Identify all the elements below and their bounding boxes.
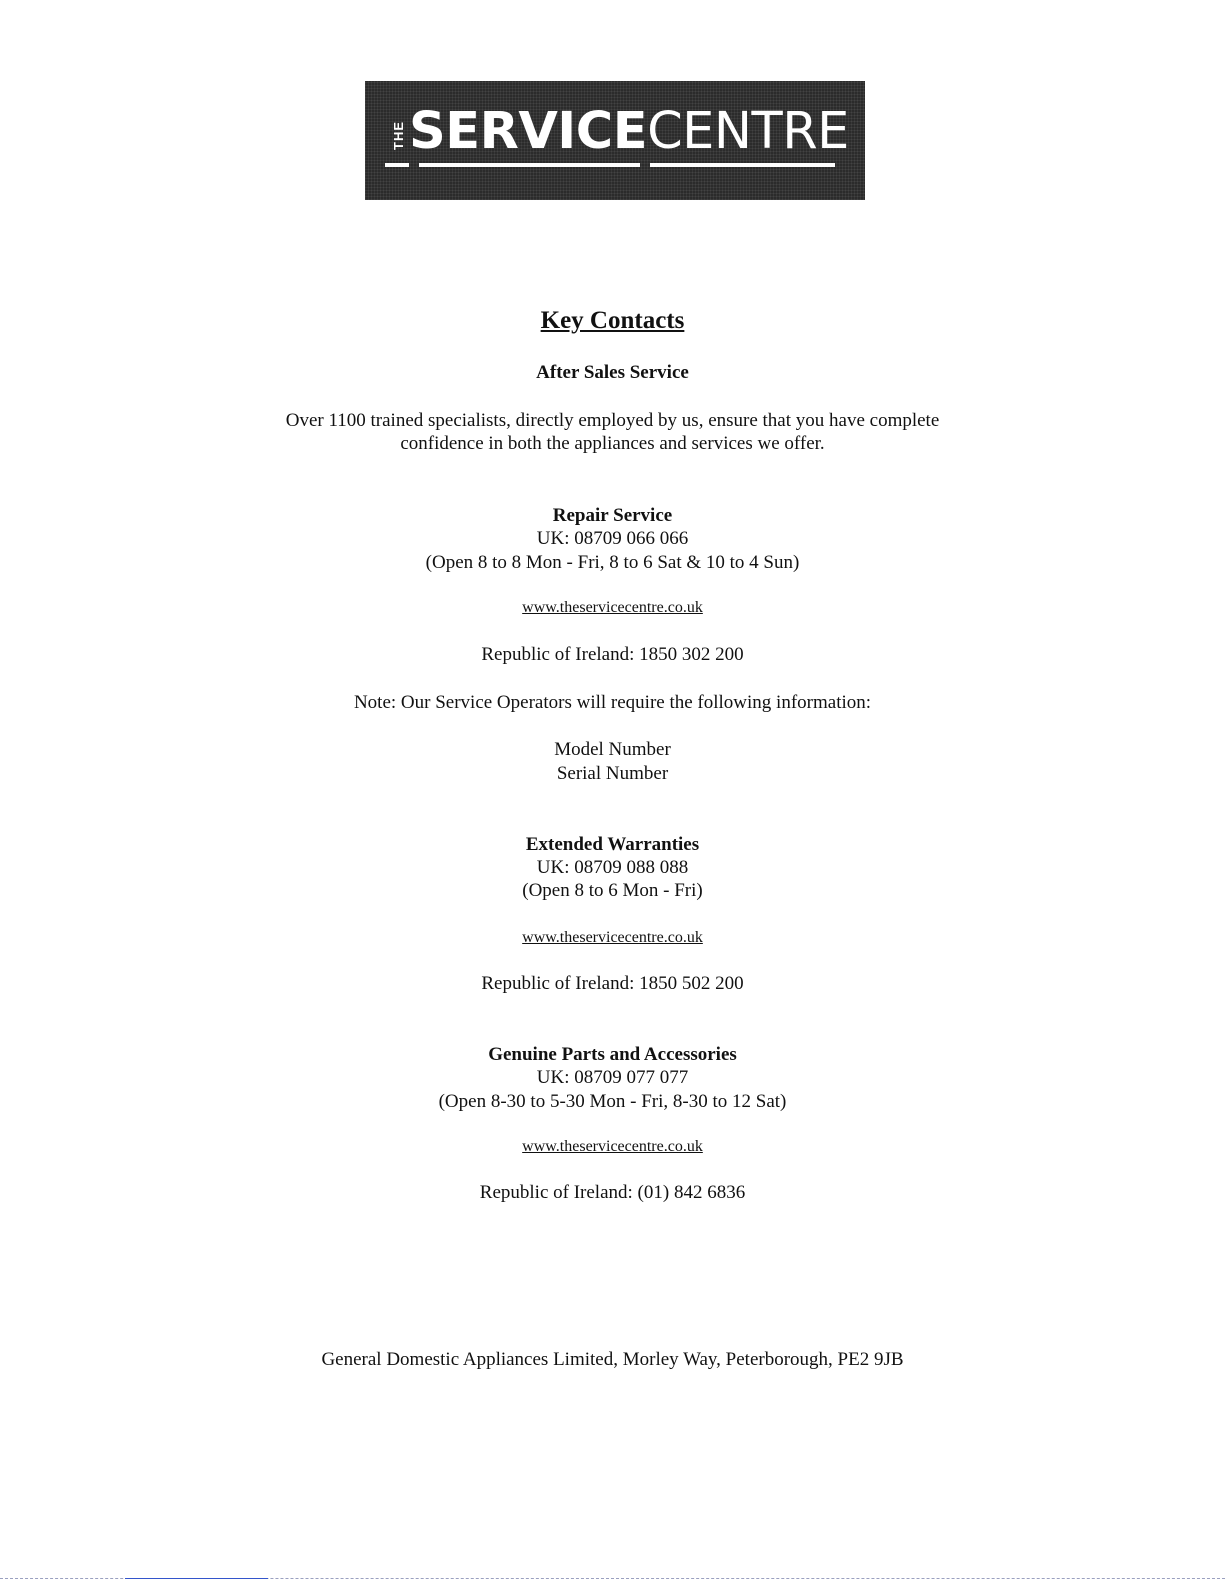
footer-address: General Domestic Appliances Limited, Morley Way, Peterborough, PE2 9JB [321, 1349, 904, 1370]
note-item-serial-number: Serial Number [556, 763, 669, 784]
warranties-heading: Extended Warranties [525, 834, 700, 855]
after-sales-description-line-1: Over 1100 trained specialists, directly employed by us, ensure that you have complete [285, 410, 940, 431]
logo-service-text: SERVICE [409, 102, 648, 161]
logo-the-text: THE [391, 121, 406, 151]
note-text: Note: Our Service Operators will require the following information: [353, 692, 872, 713]
repair-website-link[interactable]: www.theservicecentre.co.uk [522, 599, 703, 616]
logo-wordmark [409, 99, 849, 165]
warranties-hours: (Open 8 to 6 Mon - Fri) [522, 880, 703, 901]
repair-uk-phone: UK: 08709 066 066 [536, 528, 689, 549]
after-sales-description-line-2: confidence in both the appliances and services we offer. [400, 433, 825, 454]
parts-website-link[interactable]: www.theservicecentre.co.uk [522, 1138, 703, 1155]
repair-roi-phone: Republic of Ireland: 1850 302 200 [481, 644, 744, 665]
warranties-uk-phone: UK: 08709 088 088 [536, 857, 689, 878]
warranties-website-link[interactable]: www.theservicecentre.co.uk [522, 929, 703, 946]
logo-rule-right [650, 163, 835, 167]
parts-uk-phone: UK: 08709 077 077 [536, 1067, 689, 1088]
repair-hours: (Open 8 to 8 Mon - Fri, 8 to 6 Sat & 10 to 4 Sun) [425, 552, 800, 573]
page-bottom-link-mark [125, 1578, 268, 1579]
parts-hours: (Open 8-30 to 5-30 Mon - Fri, 8-30 to 12 Sat) [438, 1091, 787, 1112]
logo-rule-left [385, 163, 409, 167]
after-sales-heading: After Sales Service [536, 362, 689, 383]
parts-heading: Genuine Parts and Accessories [488, 1044, 737, 1065]
service-centre-logo [365, 81, 865, 200]
parts-roi-phone: Republic of Ireland: (01) 842 6836 [479, 1182, 746, 1203]
logo-rule-middle [419, 163, 640, 167]
warranties-roi-phone: Republic of Ireland: 1850 502 200 [481, 973, 744, 994]
note-item-model-number: Model Number [554, 739, 671, 760]
logo-centre-text: CENTRE [647, 102, 849, 161]
page-title: Key Contacts [540, 307, 685, 334]
repair-heading: Repair Service [552, 505, 673, 526]
